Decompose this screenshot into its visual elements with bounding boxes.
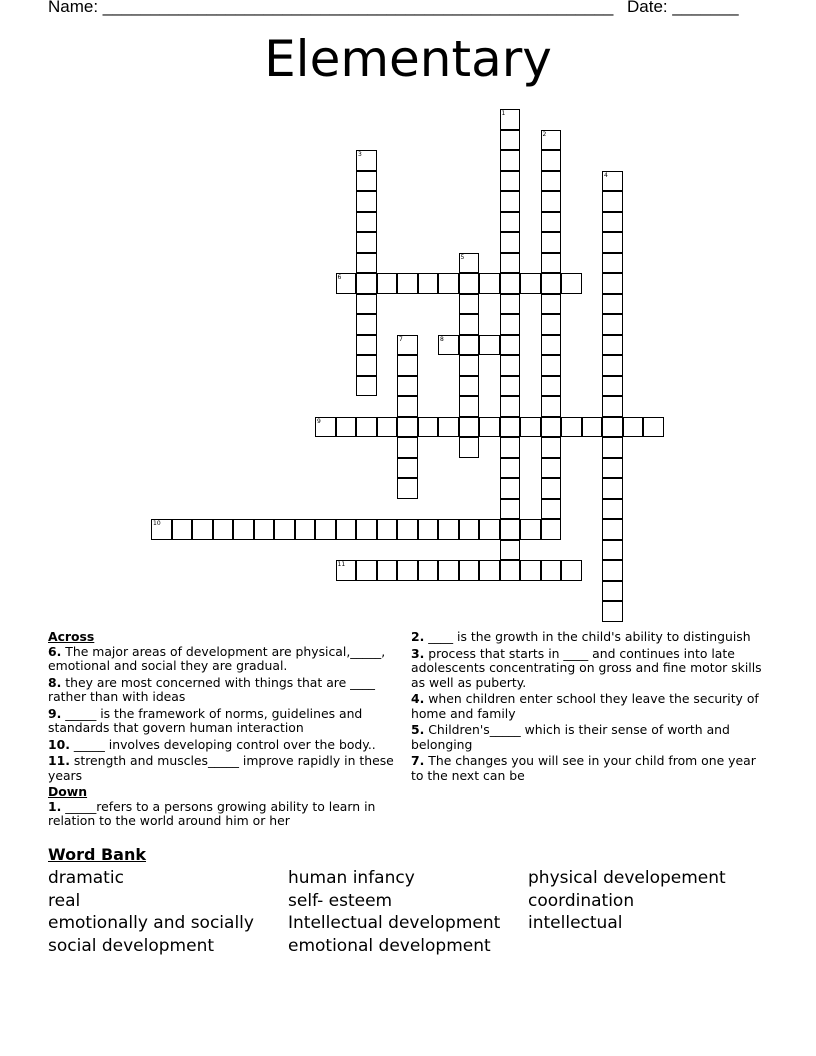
crossword-cell[interactable] xyxy=(459,253,480,274)
crossword-cell[interactable] xyxy=(397,376,418,397)
crossword-cell[interactable] xyxy=(602,335,623,356)
crossword-cell[interactable] xyxy=(500,171,521,192)
down-heading: Down xyxy=(48,784,88,799)
crossword-cell[interactable] xyxy=(336,273,357,294)
crossword-cell[interactable] xyxy=(561,417,582,438)
crossword-cell[interactable] xyxy=(356,314,377,335)
crossword-cell[interactable] xyxy=(520,273,541,294)
clue-item xyxy=(48,738,398,753)
crossword-cell[interactable] xyxy=(479,273,500,294)
crossword-cell[interactable] xyxy=(541,191,562,212)
crossword-cell[interactable] xyxy=(623,417,644,438)
crossword-cell[interactable] xyxy=(500,294,521,315)
crossword-cell[interactable] xyxy=(602,581,623,602)
crossword-cell[interactable] xyxy=(500,150,521,171)
clue-text: Children's_____ which is their sense of worth and belonging xyxy=(411,722,730,752)
crossword-cell[interactable] xyxy=(500,560,521,581)
crossword-cell[interactable] xyxy=(602,232,623,253)
word-bank-item: social development xyxy=(48,935,215,956)
crossword-cell[interactable] xyxy=(541,171,562,192)
clue-number: 8. xyxy=(48,674,62,690)
crossword-cell[interactable] xyxy=(541,458,562,479)
crossword-cell[interactable] xyxy=(500,519,521,540)
crossword-cell[interactable] xyxy=(500,478,521,499)
word-bank-item: human infancy xyxy=(288,868,415,888)
crossword-cell[interactable] xyxy=(541,499,562,520)
clue-text: _____ involves developing control over the body.. xyxy=(69,736,376,752)
crossword-cell[interactable] xyxy=(377,519,398,540)
clue-item xyxy=(411,754,766,783)
crossword-cell[interactable] xyxy=(397,519,418,540)
down-clue-list xyxy=(48,800,398,829)
crossword-cell[interactable] xyxy=(541,396,562,417)
word-bank-column xyxy=(288,867,500,957)
crossword-cell[interactable] xyxy=(356,273,377,294)
crossword-cell[interactable] xyxy=(356,376,377,397)
crossword-cell[interactable] xyxy=(315,417,336,438)
clue-text: The changes you will see in your child from one year to the next can be xyxy=(411,753,756,783)
crossword-cell[interactable] xyxy=(602,519,623,540)
crossword-cell[interactable] xyxy=(602,458,623,479)
clue-text: _____ is the framework of norms, guidelines and standards that govern human interaction xyxy=(48,705,363,735)
crossword-cell[interactable] xyxy=(315,519,336,540)
crossword-cell[interactable] xyxy=(541,273,562,294)
crossword-cell[interactable] xyxy=(500,335,521,356)
crossword-cell[interactable] xyxy=(500,212,521,233)
clues-right-column xyxy=(411,630,766,785)
crossword-cell[interactable] xyxy=(602,540,623,561)
page-title: Elementary xyxy=(264,30,552,88)
crossword-cell[interactable] xyxy=(500,540,521,561)
crossword-cell[interactable] xyxy=(377,417,398,438)
crossword-cell[interactable] xyxy=(356,191,377,212)
crossword-cell[interactable] xyxy=(438,519,459,540)
crossword-cell[interactable] xyxy=(418,560,439,581)
crossword-cell[interactable] xyxy=(541,376,562,397)
crossword-cell[interactable] xyxy=(541,232,562,253)
crossword-cell[interactable] xyxy=(356,335,377,356)
clue-number: 3. xyxy=(411,645,425,661)
clue-number: 11. xyxy=(48,753,70,768)
crossword-cell[interactable] xyxy=(500,273,521,294)
crossword-cell[interactable] xyxy=(459,355,480,376)
clue-number: 4. xyxy=(411,691,425,706)
across-heading: Across xyxy=(48,629,95,644)
crossword-cell[interactable] xyxy=(541,314,562,335)
crossword-cell[interactable] xyxy=(397,458,418,479)
cell-number: 3 xyxy=(358,151,362,158)
crossword-cell[interactable] xyxy=(151,519,172,540)
clue-text: ____ is the growth in the child's ability to distinguish xyxy=(424,629,751,644)
crossword-cell[interactable] xyxy=(397,335,418,356)
clue-text: process that starts in ____ and continues into late adolescents concentrating on gross and fine motor skills as well as puberty. xyxy=(411,645,762,690)
crossword-cell[interactable] xyxy=(397,560,418,581)
crossword-cell[interactable] xyxy=(459,437,480,458)
crossword-cell[interactable] xyxy=(582,417,603,438)
word-bank-column xyxy=(48,867,254,957)
crossword-cell[interactable] xyxy=(356,253,377,274)
crossword-cell[interactable] xyxy=(459,519,480,540)
clue-number: 10. xyxy=(48,736,70,752)
clue-item xyxy=(48,754,398,783)
clue-text: strength and muscles_____ improve rapidly in these years xyxy=(48,753,394,783)
crossword-cell[interactable] xyxy=(397,273,418,294)
crossword-cell[interactable] xyxy=(561,273,582,294)
crossword-cell[interactable] xyxy=(356,150,377,171)
crossword-cell[interactable] xyxy=(438,335,459,356)
crossword-cell[interactable] xyxy=(602,355,623,376)
crossword-cell[interactable] xyxy=(602,253,623,274)
clue-item xyxy=(411,723,766,752)
crossword-cell[interactable] xyxy=(500,314,521,335)
crossword-cell[interactable] xyxy=(541,294,562,315)
word-bank-item: Intellectual development xyxy=(288,913,501,934)
crossword-cell[interactable] xyxy=(233,519,254,540)
crossword-cell[interactable] xyxy=(500,437,521,458)
clue-item xyxy=(48,676,398,705)
crossword-cell[interactable] xyxy=(479,519,500,540)
crossword-cell[interactable] xyxy=(500,232,521,253)
crossword-cell[interactable] xyxy=(602,314,623,335)
crossword-cell[interactable] xyxy=(602,171,623,192)
clue-number: 1. xyxy=(48,798,62,814)
crossword-cell[interactable] xyxy=(377,273,398,294)
clue-item xyxy=(411,692,766,721)
crossword-cell[interactable] xyxy=(541,417,562,438)
crossword-cell[interactable] xyxy=(438,560,459,581)
clue-item xyxy=(411,630,766,645)
crossword-cell[interactable] xyxy=(500,109,521,130)
crossword-cell[interactable] xyxy=(500,253,521,274)
cell-number: 5 xyxy=(460,253,465,261)
clue-item xyxy=(411,647,766,691)
cell-number: 8 xyxy=(440,335,444,343)
crossword-cell[interactable] xyxy=(459,396,480,417)
crossword-cell[interactable] xyxy=(397,437,418,458)
cell-number: 4 xyxy=(604,171,608,179)
clue-number: 5. xyxy=(411,722,425,737)
crossword-cell[interactable] xyxy=(356,355,377,376)
crossword-cell[interactable] xyxy=(356,212,377,233)
crossword-cell[interactable] xyxy=(459,273,480,294)
clue-number: 6. xyxy=(48,643,62,659)
clue-item xyxy=(48,707,398,736)
crossword-cell[interactable] xyxy=(541,212,562,233)
crossword-cell[interactable] xyxy=(602,212,623,233)
word-bank-title: Word Bank xyxy=(48,845,147,864)
clue-text: _____refers to a persons growing ability to learn in relation to the world around him or her xyxy=(48,798,376,828)
word-bank-item: self- esteem xyxy=(288,890,393,911)
crossword-cell[interactable] xyxy=(541,253,562,274)
crossword-cell[interactable] xyxy=(602,601,623,622)
crossword-cell[interactable] xyxy=(500,130,521,151)
crossword-cell[interactable] xyxy=(500,396,521,417)
crossword-cell[interactable] xyxy=(397,396,418,417)
crossword-cell[interactable] xyxy=(500,458,521,479)
crossword-cell[interactable] xyxy=(459,560,480,581)
crossword-cell[interactable] xyxy=(602,499,623,520)
crossword-cell[interactable] xyxy=(336,519,357,540)
crossword-cell[interactable] xyxy=(356,560,377,581)
crossword-cell[interactable] xyxy=(500,417,521,438)
word-bank-item: physical developement xyxy=(528,868,726,888)
clue-number: 7. xyxy=(411,753,425,768)
crossword-cell[interactable] xyxy=(438,417,459,438)
crossword-cell[interactable] xyxy=(541,355,562,376)
clues-left-column xyxy=(48,630,398,831)
clue-number: 2. xyxy=(411,629,425,644)
crossword-cell[interactable] xyxy=(479,560,500,581)
crossword-cell[interactable] xyxy=(602,294,623,315)
crossword-cell[interactable] xyxy=(336,560,357,581)
crossword-cell[interactable] xyxy=(274,519,295,540)
crossword-cell[interactable] xyxy=(295,519,316,540)
crossword-cell[interactable] xyxy=(397,355,418,376)
across-clue-list xyxy=(48,645,398,784)
crossword-cell[interactable] xyxy=(602,478,623,499)
crossword-cell[interactable] xyxy=(459,417,480,438)
crossword-cell[interactable] xyxy=(459,314,480,335)
crossword-cell[interactable] xyxy=(397,417,418,438)
crossword-cell[interactable] xyxy=(479,335,500,356)
crossword-cell[interactable] xyxy=(459,335,480,356)
cell-number: 6 xyxy=(337,274,342,281)
crossword-cell[interactable] xyxy=(356,417,377,438)
crossword-cell[interactable] xyxy=(602,437,623,458)
crossword-cell[interactable] xyxy=(336,417,357,438)
cell-number: 2 xyxy=(542,130,547,138)
crossword-cell[interactable] xyxy=(500,499,521,520)
cell-number: 7 xyxy=(399,335,403,343)
clue-text: when children enter school they leave the security of home and family xyxy=(411,691,759,721)
crossword-cell[interactable] xyxy=(500,376,521,397)
crossword-cell[interactable] xyxy=(541,130,562,151)
crossword-cell[interactable] xyxy=(418,417,439,438)
crossword-cell[interactable] xyxy=(541,478,562,499)
date-field-label: Date: _______ xyxy=(627,0,739,16)
crossword-cell[interactable] xyxy=(356,171,377,192)
word-bank-item: real xyxy=(48,890,81,911)
word-bank-column xyxy=(528,867,726,935)
crossword-cell[interactable] xyxy=(377,560,398,581)
clue-text: they are most concerned with things that are ____ rather than with ideas xyxy=(48,674,375,704)
word-bank-item: emotionally and socially xyxy=(48,913,254,934)
crossword-cell[interactable] xyxy=(602,417,623,438)
crossword-cell[interactable] xyxy=(541,150,562,171)
crossword-cell[interactable] xyxy=(172,519,193,540)
name-field-label: Name: ______________________________________________________ xyxy=(48,0,614,16)
crossword-cell[interactable] xyxy=(479,417,500,438)
crossword-cell[interactable] xyxy=(602,273,623,294)
crossword-cell[interactable] xyxy=(438,273,459,294)
crossword-cell[interactable] xyxy=(561,560,582,581)
crossword-cell[interactable] xyxy=(541,437,562,458)
crossword-cell[interactable] xyxy=(520,417,541,438)
crossword-cell[interactable] xyxy=(541,519,562,540)
crossword-cell[interactable] xyxy=(520,560,541,581)
crossword-cell[interactable] xyxy=(541,560,562,581)
word-bank-item: intellectual xyxy=(528,913,623,934)
crossword-cell[interactable] xyxy=(643,417,664,438)
down-clue-list-continued xyxy=(411,630,766,783)
crossword-cell[interactable] xyxy=(602,396,623,417)
crossword-cell[interactable] xyxy=(541,335,562,356)
word-bank-item: dramatic xyxy=(48,868,124,888)
crossword-cell[interactable] xyxy=(192,519,213,540)
cell-number: 11 xyxy=(337,561,346,568)
clue-number: 9. xyxy=(48,705,62,721)
crossword-cell[interactable] xyxy=(500,355,521,376)
clue-item xyxy=(48,800,398,829)
cell-number: 9 xyxy=(317,417,321,425)
crossword-cell[interactable] xyxy=(459,376,480,397)
cell-number: 1 xyxy=(501,110,506,117)
crossword-cell[interactable] xyxy=(397,478,418,499)
crossword-cell[interactable] xyxy=(602,191,623,212)
crossword-cell[interactable] xyxy=(500,191,521,212)
crossword-cell[interactable] xyxy=(356,294,377,315)
clue-item xyxy=(48,645,398,674)
word-bank-item: emotional development xyxy=(288,935,491,956)
crossword-cell[interactable] xyxy=(418,519,439,540)
crossword-cell[interactable] xyxy=(602,560,623,581)
crossword-cell[interactable] xyxy=(418,273,439,294)
crossword-cell[interactable] xyxy=(520,519,541,540)
crossword-cell[interactable] xyxy=(213,519,234,540)
crossword-cell[interactable] xyxy=(356,519,377,540)
crossword-cell[interactable] xyxy=(356,232,377,253)
crossword-cell[interactable] xyxy=(459,294,480,315)
word-bank-item: coordination xyxy=(528,890,635,911)
crossword-cell[interactable] xyxy=(602,376,623,397)
cell-number: 10 xyxy=(153,520,161,527)
clue-text: The major areas of development are physical,_____, emotional and social they are gradual. xyxy=(48,643,386,673)
crossword-cell[interactable] xyxy=(254,519,275,540)
